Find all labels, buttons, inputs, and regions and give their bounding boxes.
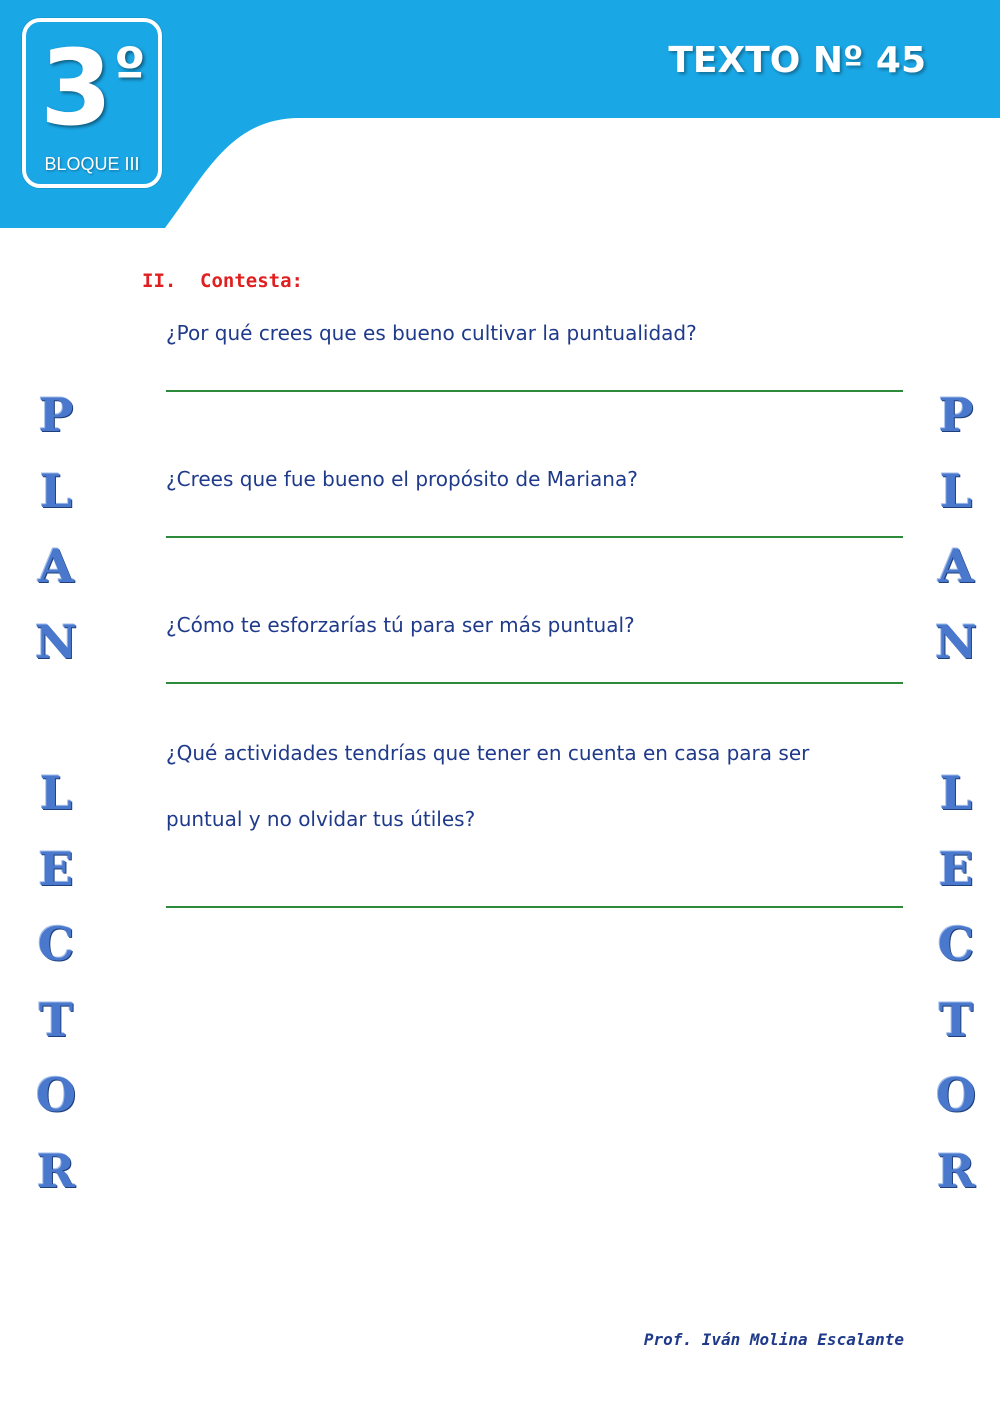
section-number: II. [142, 270, 177, 292]
question-2: ¿Crees que fue bueno el propósito de Mariana? [166, 467, 638, 491]
grade-number: 3 [40, 27, 113, 149]
author-credit: Prof. Iván Molina Escalante [643, 1330, 904, 1349]
question-1: ¿Por qué crees que es bueno cultivar la puntualidad? [166, 321, 697, 345]
section-heading [142, 270, 303, 292]
side-letter: A [38, 539, 74, 594]
side-letter: O [935, 1068, 977, 1123]
answer-line-1[interactable] [166, 390, 903, 392]
side-letter: L [39, 463, 73, 518]
side-letter: L [939, 463, 973, 518]
question-3: ¿Cómo te esforzarías tú para ser más puntual? [166, 613, 635, 637]
side-letter: C [937, 917, 975, 972]
side-letter: T [938, 992, 974, 1047]
side-letter: A [938, 539, 974, 594]
side-letter: T [38, 992, 74, 1047]
answer-line-4[interactable] [166, 906, 903, 908]
side-letter: P [38, 388, 74, 442]
side-letter-gap [926, 680, 986, 756]
side-letter: E [938, 841, 974, 896]
block-label: BLOQUE III [44, 154, 140, 174]
side-letter: O [35, 1068, 77, 1123]
question-4: ¿Qué actividades tendrías que tener en cuenta en casa para ser puntual y no olvidar tus útiles? [166, 741, 810, 831]
text-number-title: TEXTO Nº 45 [668, 40, 926, 81]
side-letter-gap [26, 680, 86, 756]
side-banner-right [926, 378, 986, 1210]
side-letter: N [34, 614, 78, 669]
side-letter: L [39, 765, 73, 820]
answer-line-2[interactable] [166, 536, 903, 538]
side-letter: N [934, 614, 978, 669]
side-banner-left [26, 378, 86, 1210]
grade-ordinal: º [114, 37, 146, 102]
section-title: Contesta: [200, 270, 303, 292]
grade-badge [22, 18, 162, 188]
side-letter: P [938, 388, 974, 442]
side-letter: C [37, 917, 75, 972]
answer-line-3[interactable] [166, 682, 903, 684]
side-letter: L [939, 765, 973, 820]
side-letter: R [36, 1143, 76, 1198]
side-letter: E [38, 841, 74, 896]
side-letter: R [936, 1143, 976, 1198]
